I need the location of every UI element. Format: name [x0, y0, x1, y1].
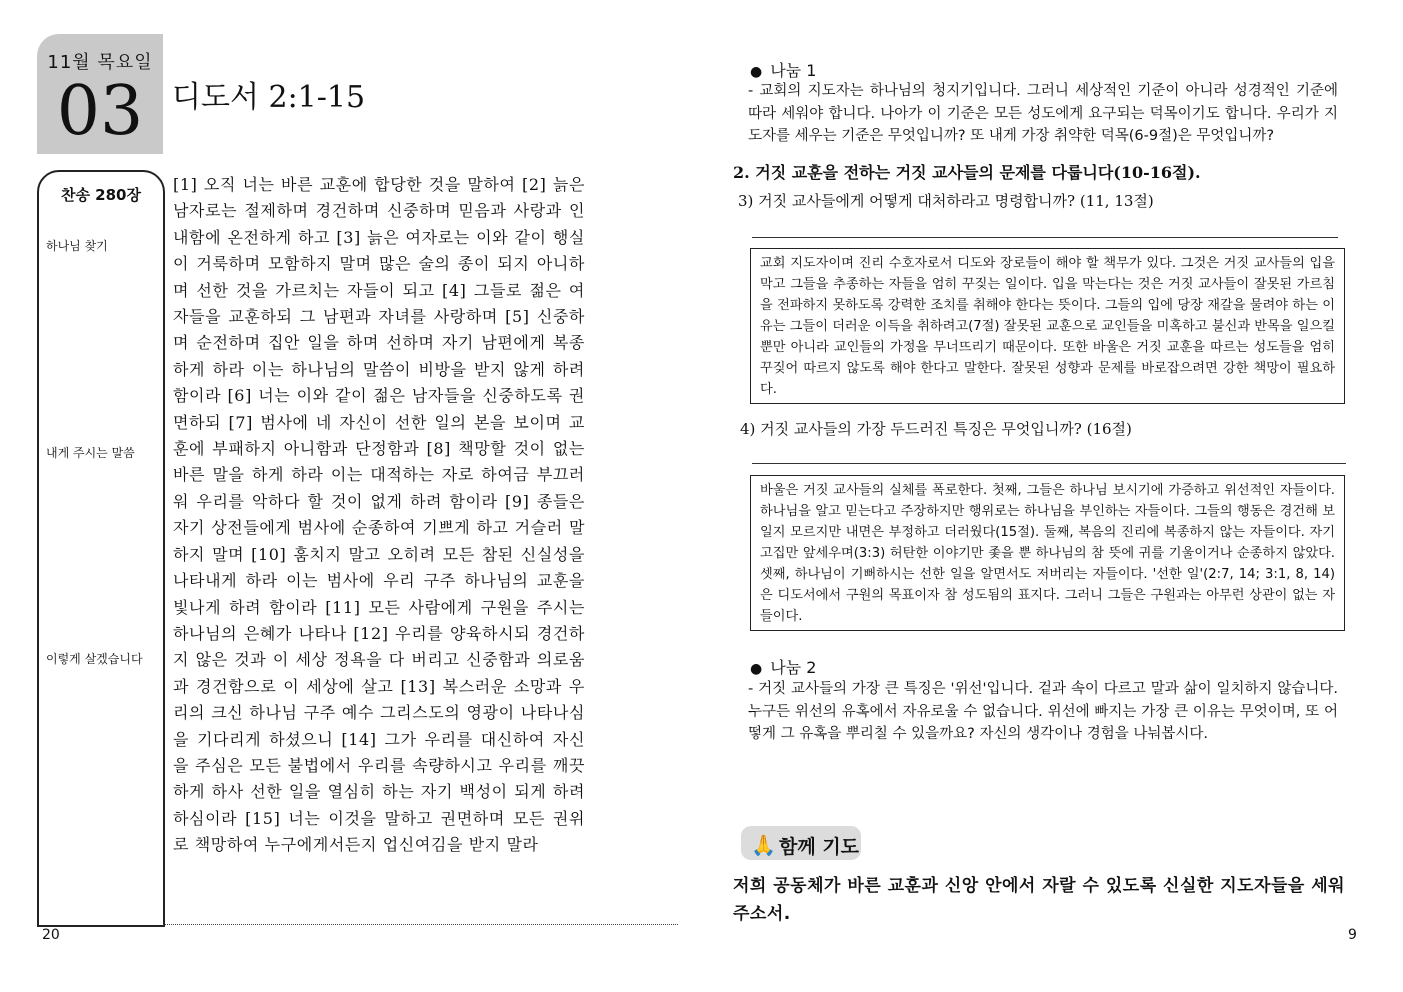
side-label-will-live: 이렇게 살겠습니다 [46, 652, 143, 666]
answer-rule-3 [752, 237, 1338, 238]
date-label: 11월 목요일 [47, 52, 153, 73]
page-number-right: 9 [1348, 927, 1357, 943]
share2-heading-label: 나눔 2 [770, 658, 817, 677]
day-number: 03 [56, 72, 144, 151]
hymn-number: 찬송 280장 [60, 186, 141, 204]
side-label-word-given: 내게 주시는 말씀 [46, 446, 135, 460]
passage-title: 디도서 2:1-15 [172, 80, 366, 115]
prayer-badge [741, 826, 861, 860]
answer-box-4: 바울은 거짓 교사들의 실체를 폭로한다. 첫째, 그들은 하나님 보시기에 가증하고 위선적인 자들이다. 하나님을 알고 믿는다고 주장하지만 행위로는 하나님을 부인하는 자들이다. 그들의 행동은 경건해 보일지 모르지만 내면은 부정하고 더러웠다(15절). 둘째, 복음의 진리에 복종하지 않는 자들이다. 자기고집만 앞세우며(3:3) 허탄한 이야기만 좇을 뿐 하나님의 참 뜻에 귀를 기울이거나 순종하지 않았다. 셋째, 하나님이 기뻐하시는 선한 일을 알면서도 저버리는 자들이다. '선한 일'(2:7, 14; 3:1, 8, 14)은 디도서에서 구원의 목표이자 참 성도됨의 표지다. 그러니 그들은 구원과는 아무런 상관이 없는 자들이다. [750, 475, 1345, 631]
praying-hands-icon: 🙏 [751, 833, 776, 857]
bottom-divider [163, 924, 678, 925]
prayer-text: 저희 공동체가 바른 교훈과 신앙 안에서 자랄 수 있도록 신실한 지도자들을 세워 주소서. [733, 876, 1346, 924]
share2-text: - 거짓 교사들의 가장 큰 특징은 '위선'입니다. 겉과 속이 다르고 말과 삶이 일치하지 않습니다. 누구든 위선의 유혹에서 자유로울 수 없습니다. 위선에 빠지는 가장 큰 이유는 무엇이며, 또 어떻게 그 유혹을 뿌리칠 수 있을까요? 자신의 생각이나 경험을 나눠봅시다. [748, 681, 1338, 742]
scripture-text: [1] 오직 너는 바른 교훈에 합당한 것을 말하여 [2] 늙은 남자로는 절제하며 경건하며 신중하며 믿음과 사랑과 인내함에 온전하게 하고 [3] 늙은 여자로는 이와 같이 행실이 거룩하며 모함하지 말며 많은 술의 종이 되지 아니하며 선한 것을 가르치는 자들이 되고 [4] 그들로 젊은 여자들을 교훈하되 그 남편과 자녀를 사랑하며 [5] 신중하며 순전하며 집안 일을 하며 선하며 자기 남편에게 복종하게 하라 이는 하나님의 말씀이 비방을 받지 않게 하려 함이라 [6] 너는 이와 같이 젊은 남자들을 신중하도록 권면하되 [7] 범사에 네 자신이 선한 일의 본을 보이며 교훈에 부패하지 아니함과 단정함과 [8] 책망할 것이 없는 바른 말을 하게 하라 이는 대적하는 자로 하여금 부끄러워 우리를 악하다 할 것이 없게 하려 함이라 [9] 종들은 자기 상전들에게 범사에 순종하여 기쁘게 하고 거슬러 말하지 말며 [10] 훔치지 말고 오히려 모든 참된 신실성을 나타내게 하라 이는 범사에 우리 구주 하나님의 교훈을 빛나게 하려 함이라 [11] 모든 사람에게 구원을 주시는 하나님의 은혜가 나타나 [12] 우리를 양육하시되 경건하지 않은 것과 이 세상 정욕을 다 버리고 신중함과 의로움과 경건함으로 이 세상에 살고 [13] 복스러운 소망과 우리의 크신 하나님 구주 예수 그리스도의 영광이 나타나심을 기다리게 하셨으니 [14] 그가 우리를 대신하여 자신을 주심은 모든 불법에서 우리를 속량하시고 우리를 깨끗하게 하사 선한 일을 열심히 하는 자기 백성이 되게 하려 하심이라 [15] 너는 이것을 말하고 권면하며 모든 권위로 책망하여 누구에게서든지 업신여김을 받지 말라 [173, 175, 585, 855]
answer-box-3: 교회 지도자이며 진리 수호자로서 디도와 장로들이 해야 할 책무가 있다. 그것은 거짓 교사들의 입을 막고 그들을 추종하는 자들을 엄히 꾸짖는 일이다. 입을 막는다는 것은 거짓 교사들이 잘못된 가르침을 전파하지 못하도록 강력한 조치를 취해야 한다는 뜻이다. 그들의 입에 당장 재갈을 물려야 하는 이유는 그들이 더러운 이득을 취하려고(7절) 잘못된 교훈으로 교인들을 미혹하고 불신과 반목을 일으킬 뿐만 아니라 교인들의 가정을 무너뜨리기 때문이다. 또한 바울은 거짓 교훈을 따르는 성도들을 엄히 꾸짖어 따르지 않도록 해야 한다고 말한다. 잘못된 성향과 문제를 바로잡으려면 강한 책망이 필요하다. [750, 248, 1345, 404]
bullet-icon: ● [750, 64, 763, 80]
answer-rule-4 [752, 463, 1346, 464]
section2-title: 2. 거짓 교훈을 전하는 거짓 교사들의 문제를 다룹니다(10-16절). [733, 163, 1201, 182]
share1-heading-label: 나눔 1 [770, 61, 817, 80]
question-4: 4) 거짓 교사들의 가장 두드러진 특징은 무엇입니까? (16절) [740, 420, 1132, 438]
bullet-icon: ● [750, 661, 763, 677]
date-box [37, 34, 163, 154]
side-label-find-god: 하나님 찾기 [46, 239, 108, 253]
share1-text: - 교회의 지도자는 하나님의 청지기입니다. 그러니 세상적인 기준이 아니라 성경적인 기준에 따라 세워야 합니다. 나아가 이 기준은 모든 성도에게 요구되는 덕목이기도 합니다. 우리가 지도자를 세우는 기준은 무엇입니까? 또 내게 가장 취약한 덕목(6-9절)은 무엇입니까? [748, 83, 1338, 144]
side-panel [37, 170, 165, 927]
share2-heading [750, 655, 816, 678]
question-3: 3) 거짓 교사들에게 어떻게 대처하라고 명령합니까? (11, 13절) [738, 192, 1154, 210]
page-number-left: 20 [42, 927, 60, 943]
prayer-label: 함께 기도 [779, 836, 860, 858]
share1-heading [750, 58, 816, 81]
